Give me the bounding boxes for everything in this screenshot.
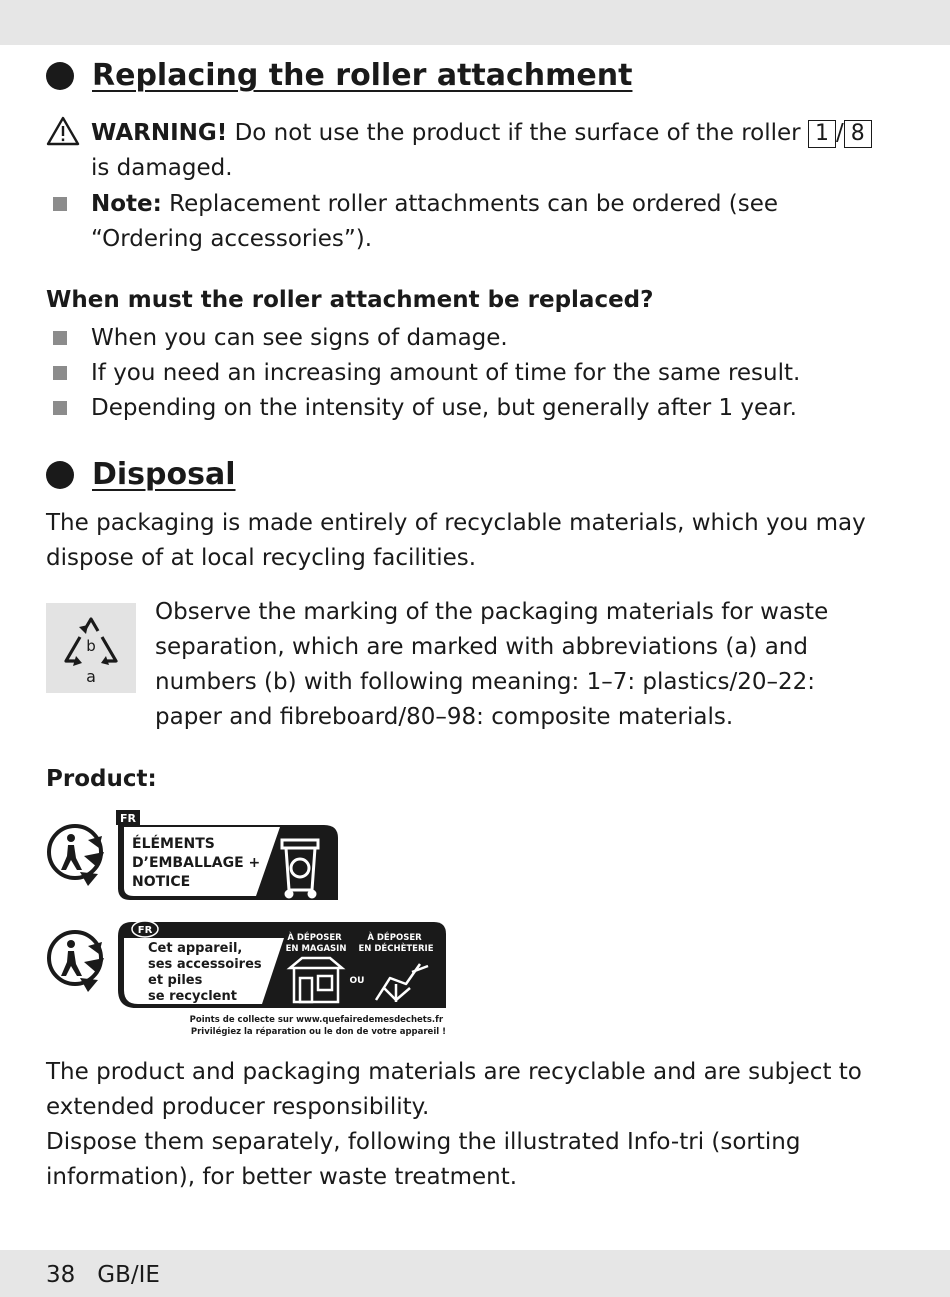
heading-text: Disposal <box>92 457 236 492</box>
bullet-dot-icon <box>46 461 74 489</box>
heading-text: Replacing the roller attachment <box>92 58 633 93</box>
triman2-footnote-2: Privilégiez la réparation ou le don de votre appareil ! <box>190 1027 446 1037</box>
country-code: FR <box>137 925 153 936</box>
list-item <box>46 321 876 356</box>
triman-logo-packaging <box>44 808 344 908</box>
warning-block <box>46 116 876 186</box>
list-item <box>46 356 876 391</box>
square-bullet-icon <box>53 366 67 380</box>
square-bullet-icon <box>53 401 67 415</box>
ref-box-1: 1 <box>808 120 836 148</box>
outro-paragraph-1: The product and packaging materials are recyclable and are subject to extended producer responsibility. <box>46 1059 862 1120</box>
list-item-text: Depending on the intensity of use, but generally after 1 year. <box>91 395 797 421</box>
ref-separator: / <box>835 120 844 146</box>
warning-triangle-icon <box>46 116 91 154</box>
section-heading-disposal <box>46 457 236 492</box>
marking-text: Observe the marking of the packaging materials for waste separation, which are marked with abbreviations (a) and numbers (b) with following meaning: 1–7: plastics/20–22: paper and fibreboard/80–98: composite materials. <box>155 599 829 730</box>
bullet-dot-icon <box>46 62 74 90</box>
recycle-inner-label: b <box>86 637 96 655</box>
triman1-text: ÉLÉMENTS D’EMBALLAGE + NOTICE <box>132 836 261 890</box>
triman-person-icon <box>49 932 104 992</box>
footer <box>46 1262 182 1288</box>
outro-paragraph-2: Dispose them separately, following the illustrated Info-tri (sorting information), for better waste treatment. <box>46 1129 801 1190</box>
col2-label: À DÉPOSER EN DÉCHÈTERIE <box>358 933 434 954</box>
country-code: FR <box>120 812 136 825</box>
triman-person-icon <box>49 826 104 886</box>
note-text: Replacement roller attachments can be ordered (see “Ordering accessories”). <box>91 191 779 252</box>
list-item <box>46 391 876 426</box>
square-bullet-icon <box>53 331 67 345</box>
disposal-intro: The packaging is made entirely of recyclable materials, which you may dispose of at local recycling facilities. <box>46 510 866 571</box>
triman2-text: Cet appareil, ses accessoires et piles se recyclent <box>148 941 262 1004</box>
warning-text: Do not use the product if the surface of the roller <box>234 120 801 146</box>
warning-label: WARNING! <box>91 120 228 146</box>
list-item-text: If you need an increasing amount of time for the same result. <box>91 360 801 386</box>
page-number: 38 <box>46 1262 76 1288</box>
triman-logo-product <box>44 918 449 1044</box>
product-heading: Product: <box>46 766 157 792</box>
section-heading-replacing <box>46 58 632 93</box>
note-label: Note: <box>91 191 162 217</box>
recycle-below-label: a <box>86 667 96 686</box>
svg-text:Points de collecte sur www.que <box>190 1015 446 1037</box>
or-label: OU <box>349 976 365 986</box>
warning-text-end: is damaged. <box>91 155 233 181</box>
top-bar <box>0 0 950 45</box>
col1-label: À DÉPOSER EN MAGASIN <box>285 933 347 954</box>
subheading-when: When must the roller attachment be replaced? <box>46 287 654 313</box>
triman2-footnote-1: Points de collecte sur www.quefairedemesdechets.fr <box>189 1015 444 1025</box>
recycling-arrows-icon <box>46 603 136 693</box>
region-label: GB/IE <box>97 1262 160 1288</box>
ref-box-8: 8 <box>844 120 872 148</box>
list-item-text: When you can see signs of damage. <box>91 325 508 351</box>
recycling-symbol <box>46 603 136 693</box>
square-bullet-icon <box>53 197 67 211</box>
note-block <box>46 187 876 257</box>
